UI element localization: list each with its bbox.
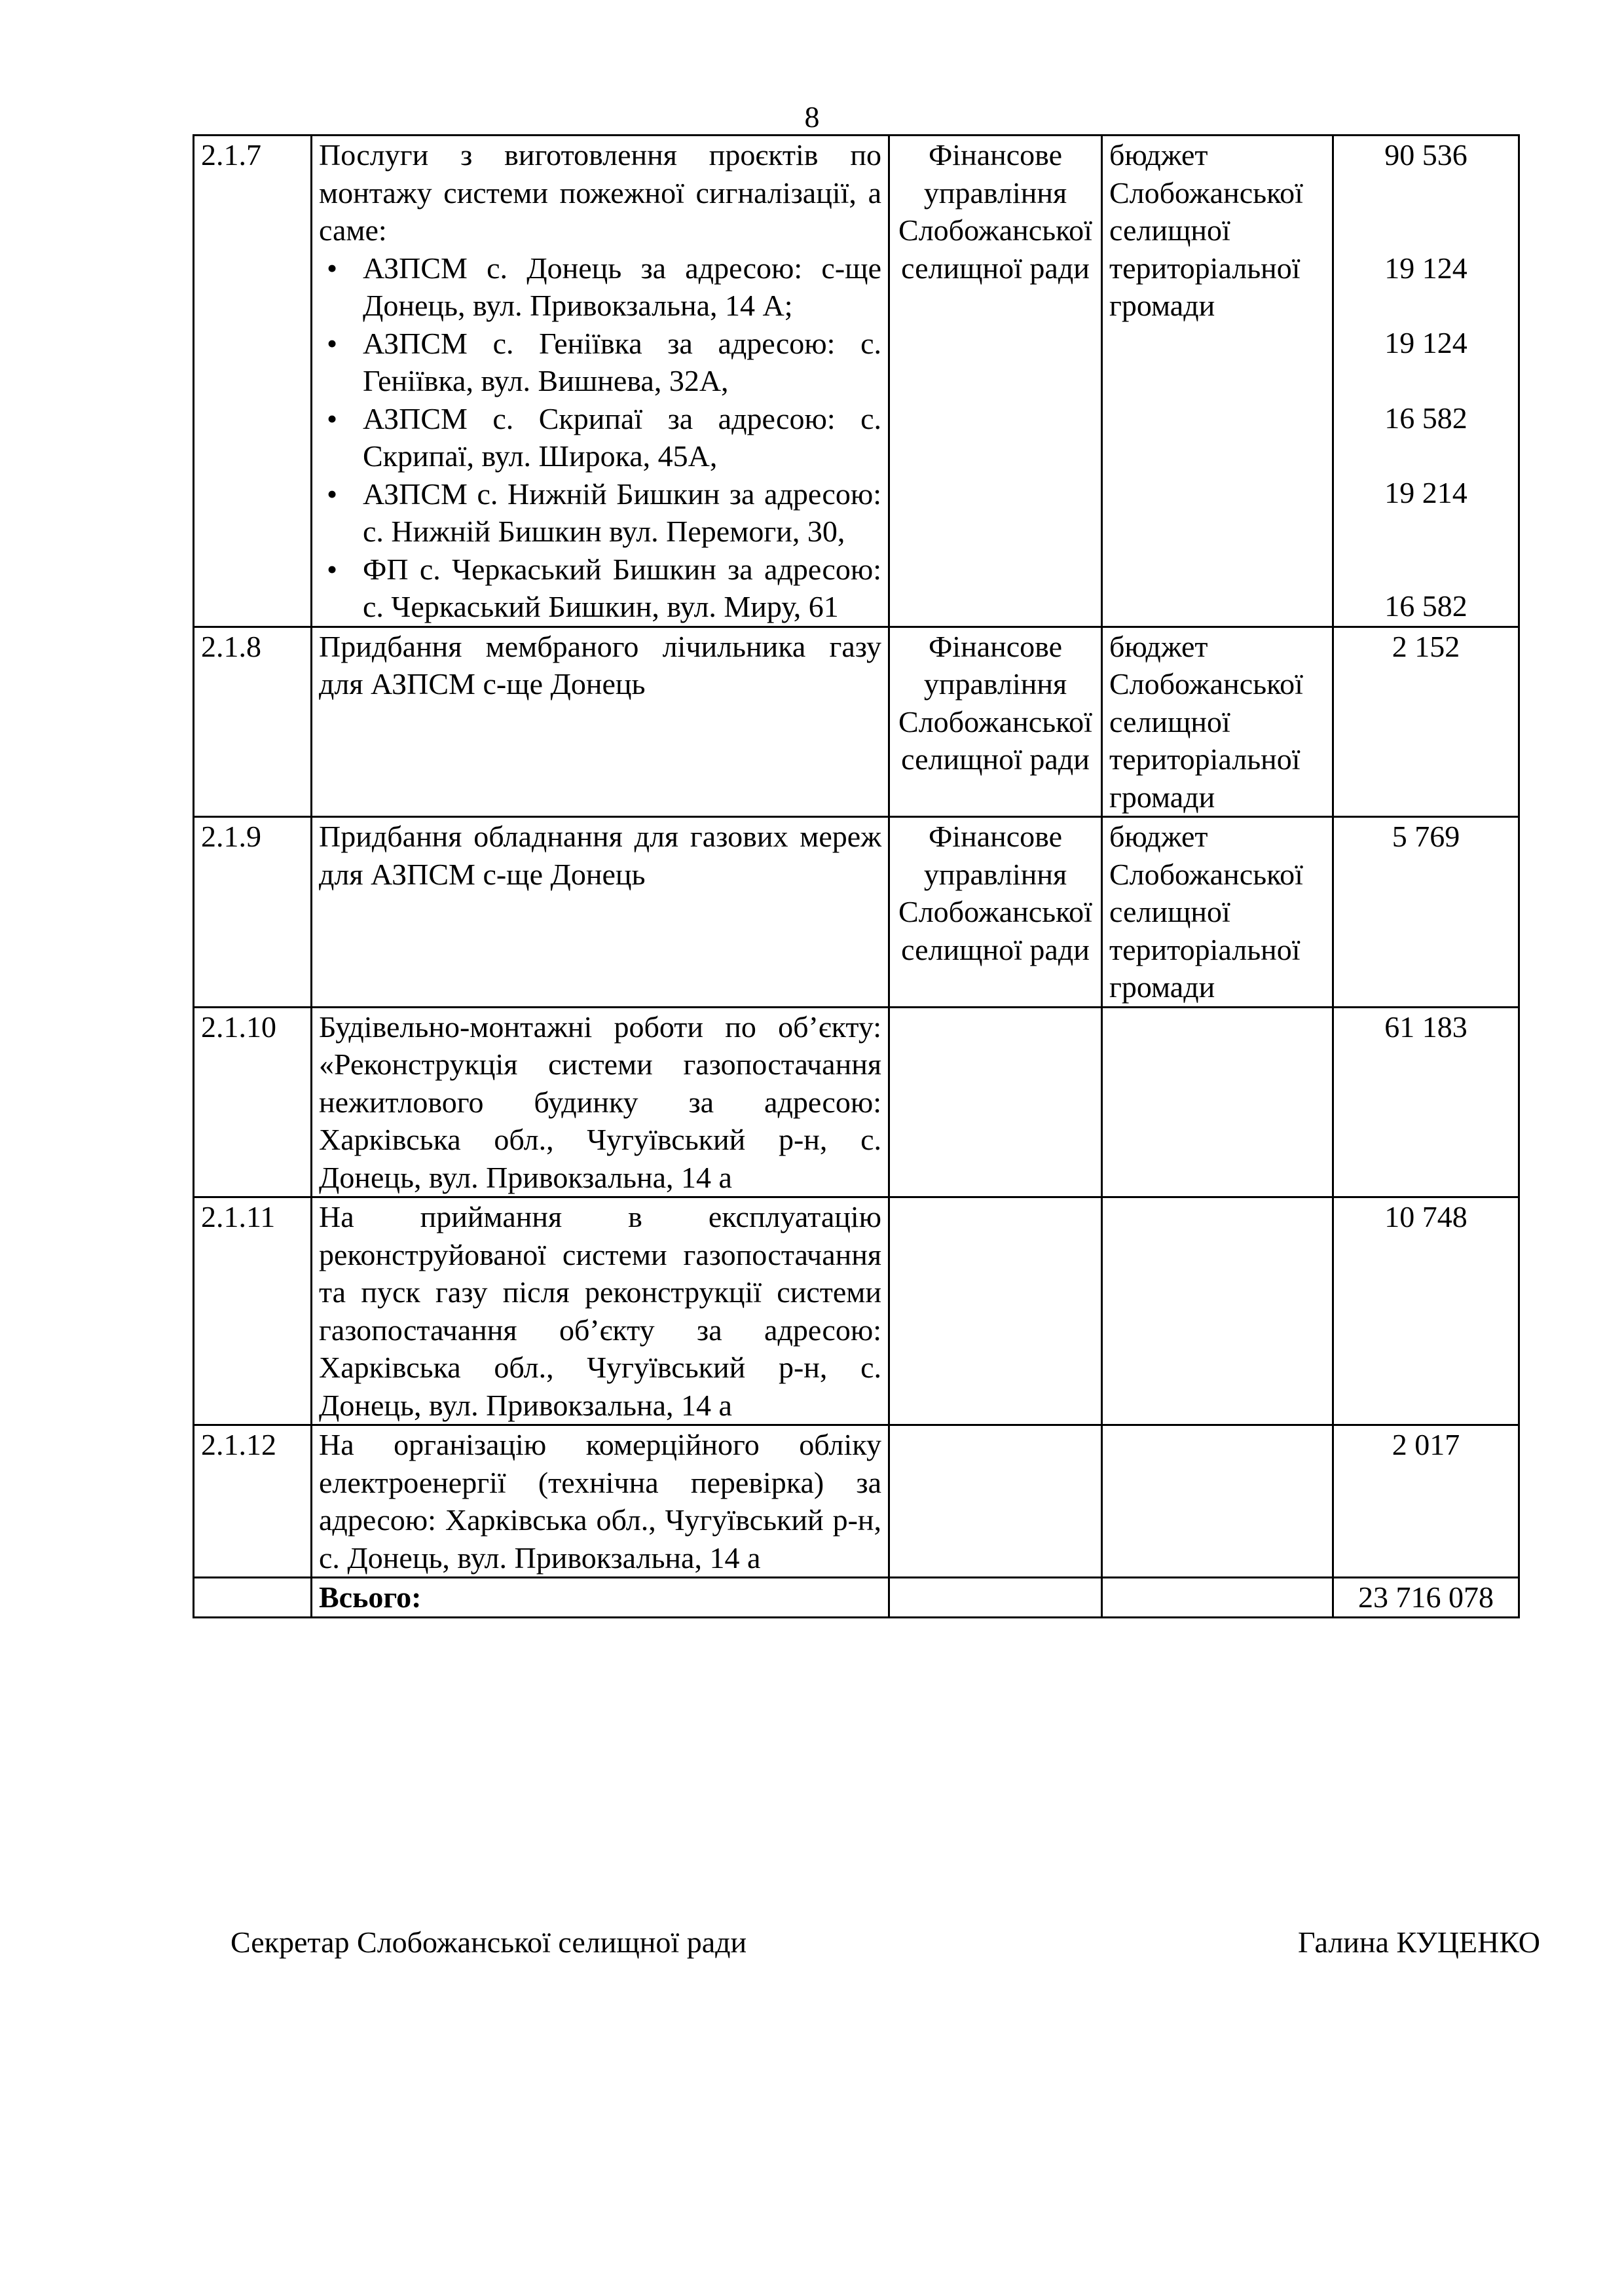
list-item: • АЗПСМ с. Скрипаї за адресою: с. Скрипаї, вул. Широка, 45А,	[363, 400, 881, 475]
table-row	[194, 1197, 1519, 1425]
row-funding-source: бюджет Слобожанської селищної територіальної громади	[1102, 136, 1333, 627]
row-executor: Фінансове управління Слобожанської селищної ради	[889, 627, 1102, 817]
row-executor: Фінансове управління Слобожанської селищної ради	[889, 136, 1102, 627]
table-row	[194, 627, 1519, 817]
row-number: 2.1.9	[194, 817, 312, 1008]
row-executor	[889, 1007, 1102, 1197]
row-amount: 90 536	[1384, 138, 1467, 172]
page-number: 8	[804, 100, 820, 134]
total-source-cell	[1102, 1578, 1333, 1618]
total-row	[194, 1578, 1519, 1618]
row-number: 2.1.10	[194, 1007, 312, 1197]
row-funding-source	[1102, 1197, 1333, 1425]
sub-amount: 19 124	[1384, 251, 1467, 285]
list-item: • ФП с. Черкаський Бишкин за адресою: с. Черкаський Бишкин, вул. Миру, 61	[363, 551, 881, 626]
row-number: 2.1.11	[194, 1197, 312, 1425]
row-executor: Фінансове управління Слобожанської селищної ради	[889, 817, 1102, 1008]
budget-table	[193, 134, 1520, 1618]
row-description	[312, 136, 889, 627]
row-description: Будівельно-монтажні роботи по об’єкту: «Реконструкція системи газопостачання нежитлового будинку за адресою: Харківська обл., Чугуївський р-н, с. Донець, вул. Привокзальна, 14 а	[312, 1007, 889, 1197]
table-row	[194, 1007, 1519, 1197]
row-amount: 10 748	[1333, 1197, 1519, 1425]
table-row	[194, 136, 1519, 627]
row-number: 2.1.12	[194, 1425, 312, 1578]
table-row	[194, 817, 1519, 1008]
total-number-cell	[194, 1578, 312, 1618]
row-funding-source	[1102, 1425, 1333, 1578]
row-amount-cell	[1333, 136, 1519, 627]
sub-amount: 16 582	[1384, 589, 1467, 623]
row-executor	[889, 1425, 1102, 1578]
signature-position: Секретар Слобожанської селищної ради	[231, 1925, 747, 1959]
sub-amount: 19 214	[1384, 476, 1467, 509]
row-description: Придбання мембраного лічильника газу для АЗПСМ с-ще Донець	[312, 627, 889, 817]
row-funding-source: бюджет Слобожанської селищної територіальної громади	[1102, 627, 1333, 817]
total-executor-cell	[889, 1578, 1102, 1618]
list-item: • АЗПСМ с. Нижній Бишкин за адресою: с. Нижній Бишкин вул. Перемоги, 30,	[363, 475, 881, 551]
list-item: • АЗПСМ с. Донець за адресою: с-ще Донець, вул. Привокзальна, 14 А;	[363, 249, 881, 325]
sub-amount: 16 582	[1384, 401, 1467, 435]
row-number: 2.1.7	[194, 136, 312, 627]
description-text: Послуги з виготовлення проєктів по монтажу системи пожежної сигналізації, а саме:	[319, 138, 881, 247]
signature-name: Галина КУЦЕНКО	[1298, 1925, 1540, 1959]
row-amount: 61 183	[1333, 1007, 1519, 1197]
facility-list	[319, 249, 881, 626]
row-description: На організацію комерційного обліку електроенергії (технічна перевірка) за адресою: Харківська обл., Чугуївський р-н, с. Донець, вул. Привокзальна, 14 а	[312, 1425, 889, 1578]
row-funding-source: бюджет Слобожанської селищної територіальної громади	[1102, 817, 1333, 1008]
row-number: 2.1.8	[194, 627, 312, 817]
list-item: • АЗПСМ с. Геніївка за адресою: с. Геніївка, вул. Вишнева, 32А,	[363, 325, 881, 400]
sub-amount: 19 124	[1384, 326, 1467, 359]
row-amount: 2 152	[1333, 627, 1519, 817]
row-funding-source	[1102, 1007, 1333, 1197]
row-amount: 2 017	[1333, 1425, 1519, 1578]
row-description: На приймання в експлуатацію реконструйованої системи газопостачання та пуск газу після реконструкції системи газопостачання об’єкту за адресою: Харківська обл., Чугуївський р-н, с. Донець, вул. Привокзальна, 14 а	[312, 1197, 889, 1425]
row-amount: 5 769	[1333, 817, 1519, 1008]
row-executor	[889, 1197, 1102, 1425]
table-row	[194, 1425, 1519, 1578]
total-amount: 23 716 078	[1333, 1578, 1519, 1618]
total-label: Всього:	[312, 1578, 889, 1618]
row-description: Придбання обладнання для газових мереж для АЗПСМ с-ще Донець	[312, 817, 889, 1008]
